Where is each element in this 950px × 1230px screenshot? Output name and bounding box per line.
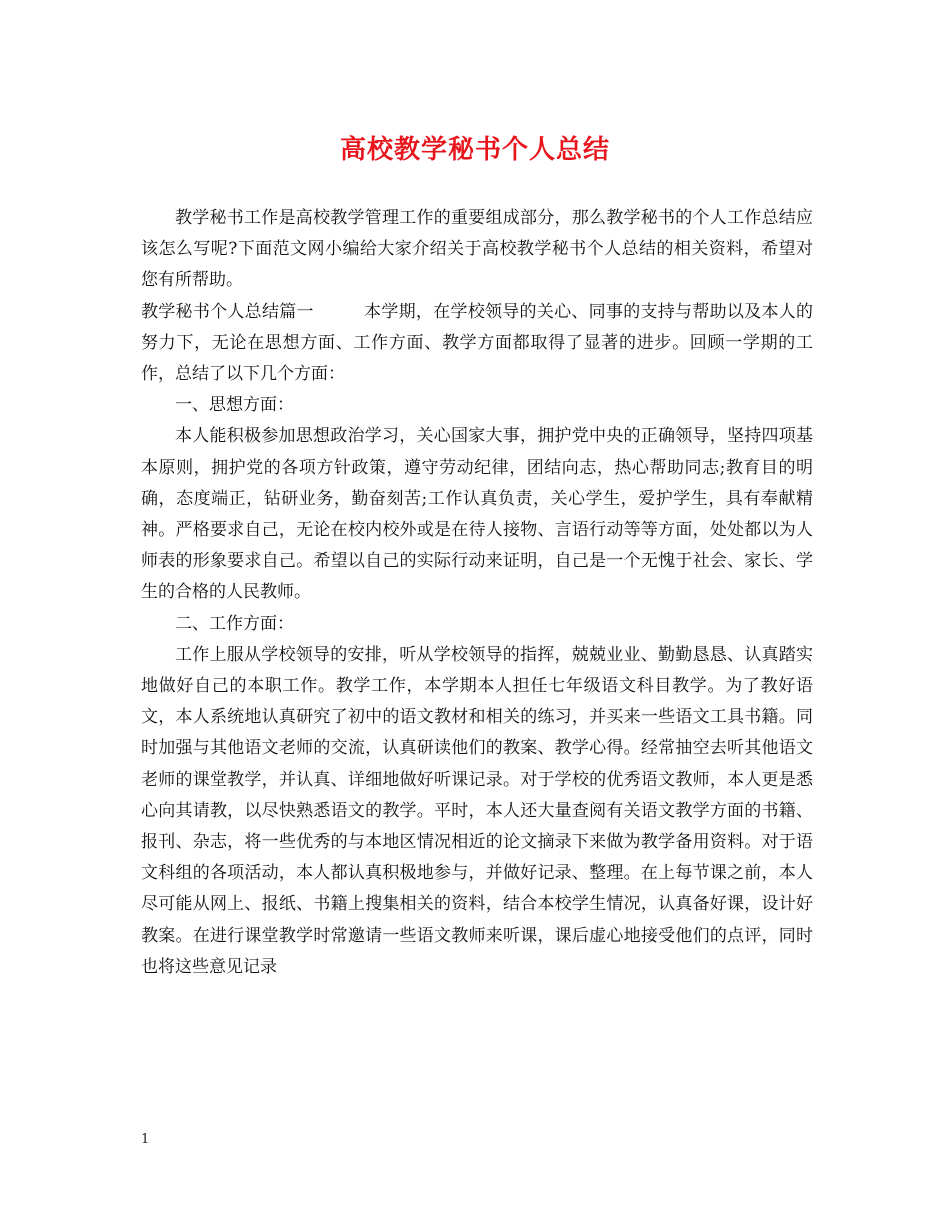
page-number: 1 xyxy=(141,1132,150,1147)
part-title: 教学秘书个人总结篇一 xyxy=(141,301,314,322)
document-body xyxy=(141,203,813,983)
heading-thought: 一、思想方面： xyxy=(175,395,294,416)
work-paragraph: 工作上服从学校领导的安排，听从学校领导的指挥，兢兢业业、勤勤恳恳、认真踏实地做好自己的本职工作。教学工作，本学期本人担任七年级语文科目教学。为了教好语文，本人系统地认真研究了初中的语文教材和相关的练习，并买来一些语文工具书籍。同时加强与其他语文老师的交流，认真研读他们的教案、教学心得。经常抽空去听其他语文老师的课堂教学，并认真、详细地做好听课记录。对于学校的优秀语文教师，本人更是悉心向其请教，以尽快熟悉语文的教学。平时，本人还大量查阅有关语文教学方面的书籍、报刊、杂志，将一些优秀的与本地区情况相近的论文摘录下来做为教学备用资料。对于语文科组的各项活动，本人都认真积极地参与，并做好记录、整理。在上每节课之前，本人尽可能从网上、报纸、书籍上搜集相关的资料，结合本校学生情况，认真备好课，设计好教案。在进行课堂教学时常邀请一些语文教师来听课，课后虚心地接受他们的点评，同时也将这些意见记录 xyxy=(141,644,813,977)
thought-paragraph: 本人能积极参加思想政治学习，关心国家大事，拥护党中央的正确领导，坚持四项基本原则，拥护党的各项方针政策，遵守劳动纪律，团结向志，热心帮助同志;教育目的明确，态度端正，钻研业务，勤奋刻苦;工作认真负责，关心学生，爱护学生，具有奉献精神。严格要求自己，无论在校内校外或是在待人接物、言语行动等等方面，处处都以为人师表的形象要求自己。希望以自己的实际行动来证明，自己是一个无愧于社会、家长、学生的合格的人民教师。 xyxy=(141,426,813,603)
document-title: 高校教学秘书个人总结 xyxy=(339,135,610,165)
part-intro-text: 本学期，在学校领导的关心、同事的支持与帮助以及本人的努力下，无论在思想方面、工作方面、教学方面都取得了显著的进步。回顾一学期的工作，总结了以下几个方面： xyxy=(141,301,814,385)
part-paragraph xyxy=(141,297,813,391)
heading-work: 二、工作方面： xyxy=(175,613,294,634)
intro-paragraph: 教学秘书工作是高校教学管理工作的重要组成部分，那么教学秘书的个人工作总结应该怎么写呢?下面范文网小编给大家介绍关于高校教学秘书个人总结的相关资料，希望对您有所帮助。 xyxy=(141,208,813,291)
